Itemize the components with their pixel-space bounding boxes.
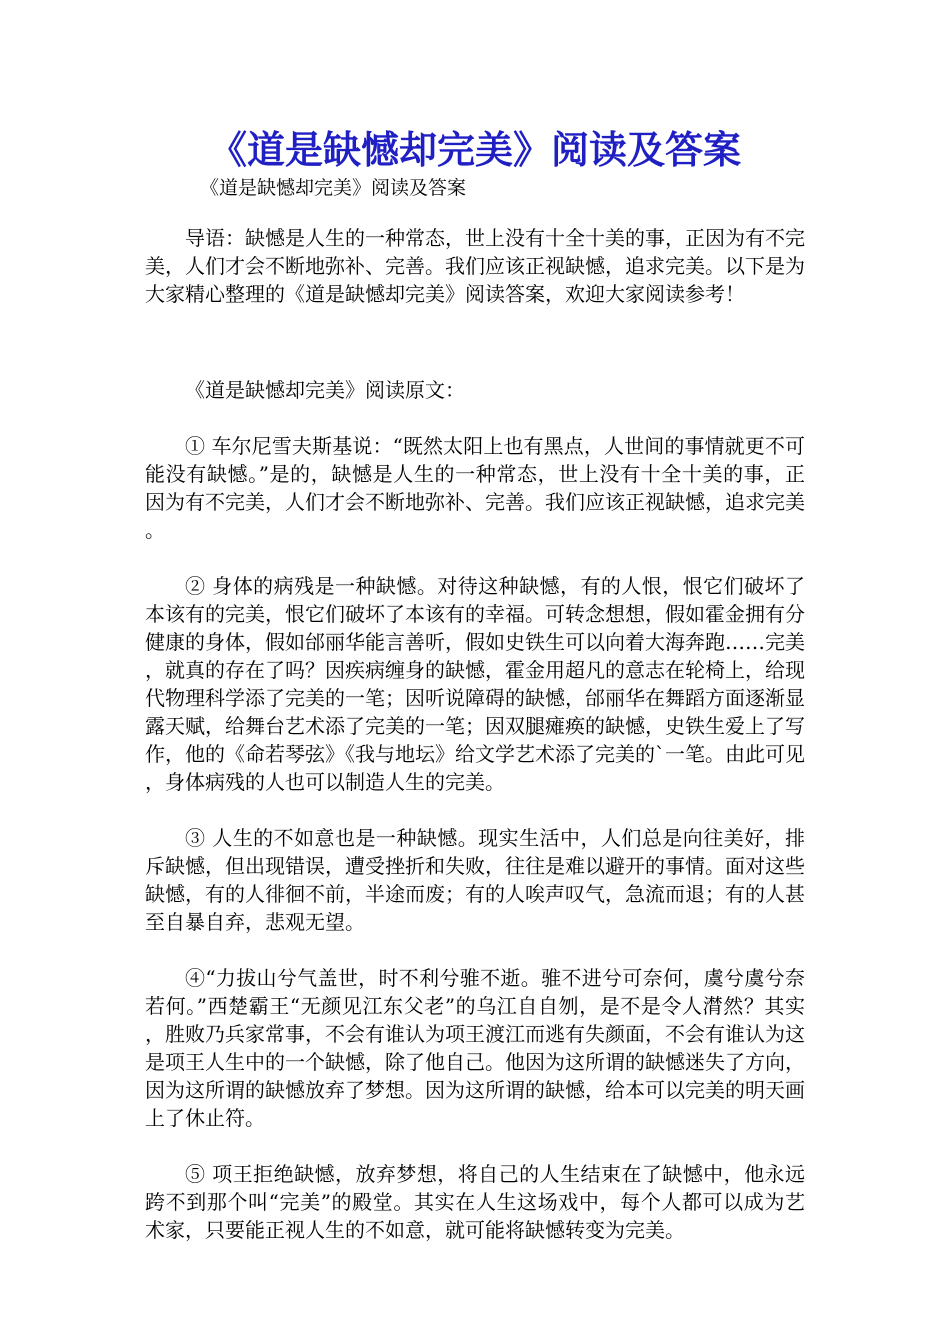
paragraph-3: ③ 人生的不如意也是一种缺憾。现实生活中，人们总是向往美好，排斥缺憾，但出现错误，遭受挫折和失败，往往是难以避开的事情。面对这些缺憾，有的人徘徊不前，半途而废；有的人唉声叹气，急流而退；有的人甚至自暴自弃，悲观无望。 [145,826,805,934]
document-subtitle: 《道是缺憾却完美》阅读及答案 [200,177,467,199]
paragraph-5: ⑤ 项王拒绝缺憾，放弃梦想，将自己的人生结束在了缺憾中，他永远跨不到那个叫“完美”的殿堂。其实在人生这场戏中，每个人都可以成为艺术家，只要能正视人生的不如意，就可能将缺憾转变为完美。 [145,1162,805,1242]
document-body [145,224,805,1244]
paragraph-4: ④“力拔山兮气盖世，时不利兮骓不逝。骓不进兮可奈何，虞兮虞兮奈若何。”西楚霸王“无颜见江东父老”的乌江自自刎，是不是令人潸然？其实，胜败乃兵家常事，不会有谁认为项王渡江而逃有失颜面，不会有谁认为这是项王人生中的一个缺憾，除了他自己。他因为这所谓的缺憾迷失了方向，因为这所谓的缺憾放弃了梦想。因为这所谓的缺憾，给本可以完美的明天画上了休止符。 [145,966,805,1130]
document-title: 《道是缺憾却完美》阅读及答案 [208,128,741,172]
intro-paragraph: 导语：缺憾是人生的一种常态，世上没有十全十美的事，正因为有不完美，人们才会不断地弥补、完善。我们应该正视缺憾，追求完美。以下是为大家精心整理的《道是缺憾却完美》阅读答案，欢迎大家阅读参考！ [145,226,805,306]
source-heading: 《道是缺憾却完美》阅读原文： [185,378,465,402]
paragraph-1: ① 车尔尼雪夫斯基说：“既然太阳上也有黑点，人世间的事情就更不可能没有缺憾。”是的，缺憾是人生的一种常态，世上没有十全十美的事，正因为有不完美，人们才会不断地弥补、完善。我们应该正视缺憾，追求完美。 [145,434,805,542]
paragraph-2: ② 身体的病残是一种缺憾。对待这种缺憾，有的人恨，恨它们破坏了本该有的完美，恨它们破坏了本该有的幸福。可转念想想，假如霍金拥有分健康的身体，假如邰丽华能言善听，假如史铁生可以向着大海奔跑……完美，就真的存在了吗？因疾病缠身的缺憾，霍金用超凡的意志在轮椅上，给现代物理科学添了完美的一笔；因听说障碍的缺憾，邰丽华在舞蹈方面逐渐显露天赋，给舞台艺术添了完美的一笔；因双腿瘫痪的缺憾，史铁生爱上了写作，他的《命若琴弦》《我与地坛》给文学艺术添了完美的`一笔。由此可见，身体病残的人也可以制造人生的完美。 [145,574,805,794]
